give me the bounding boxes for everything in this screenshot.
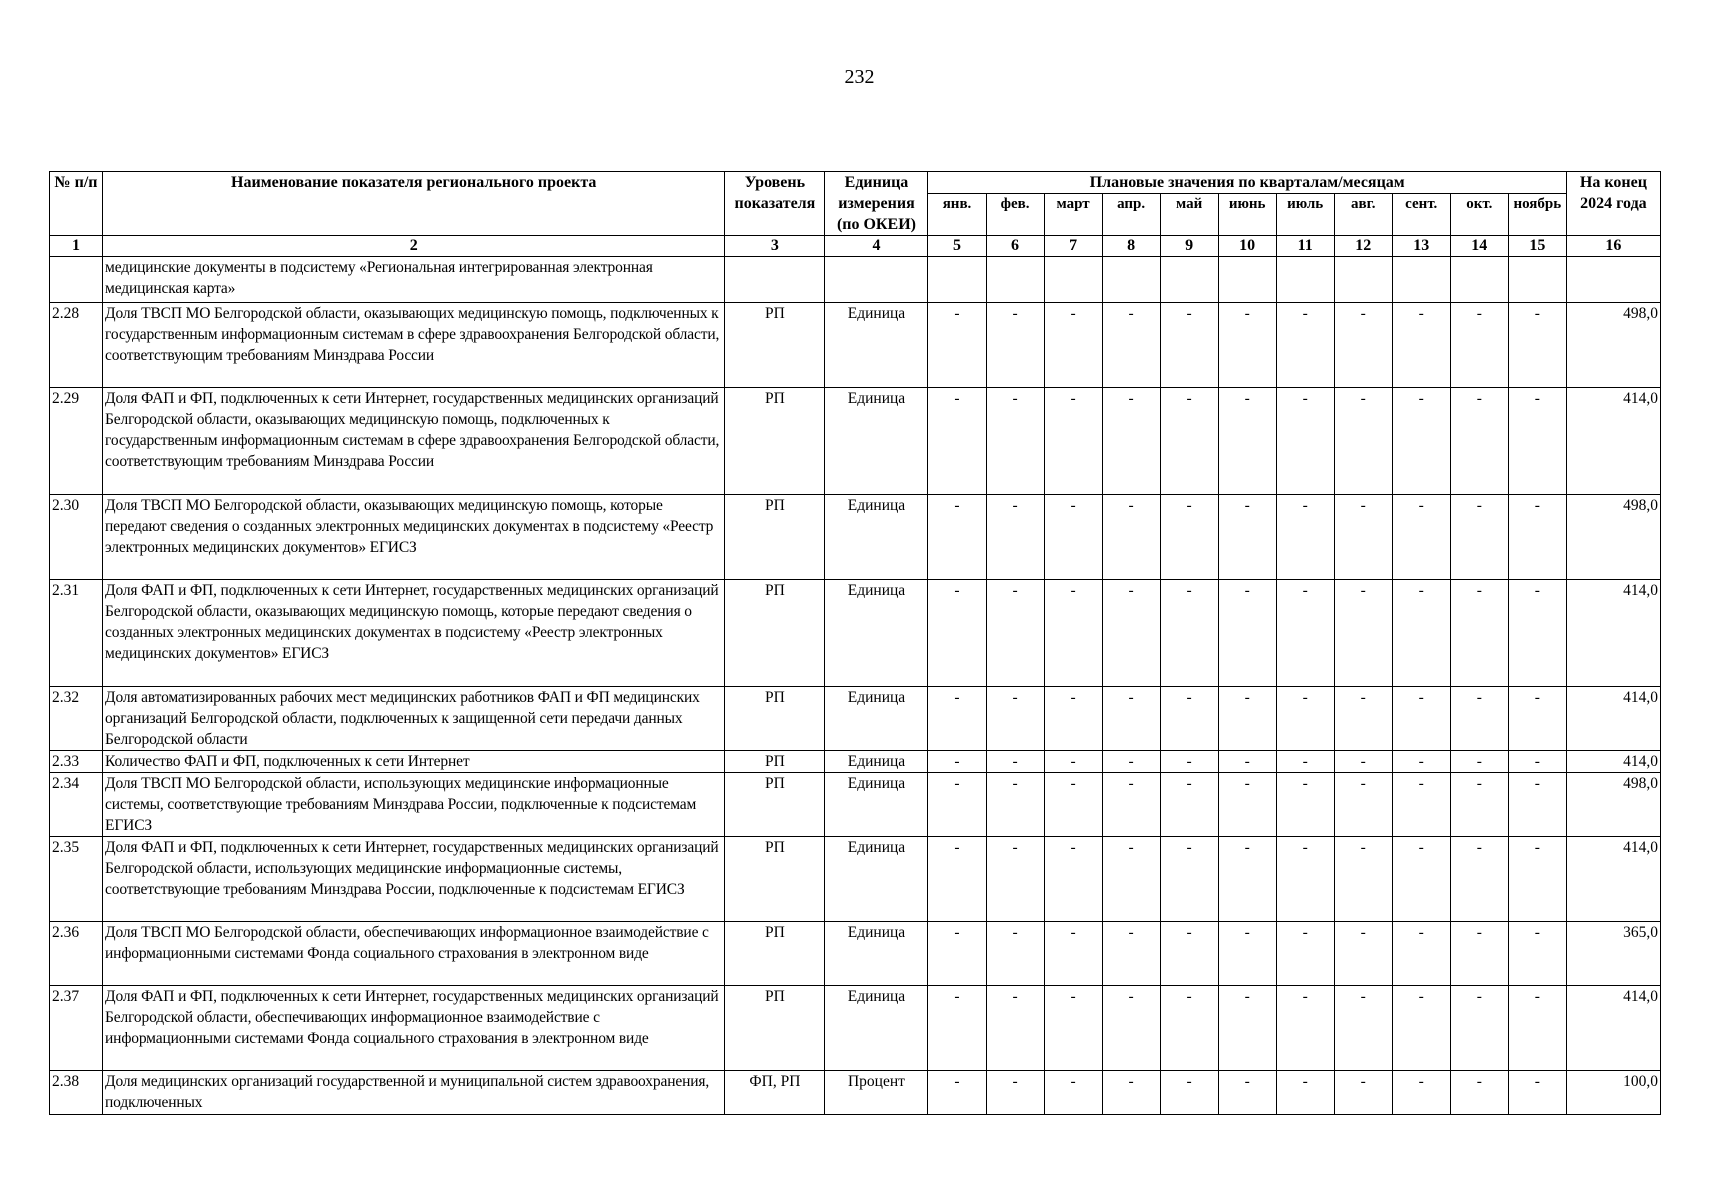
month-value: - bbox=[1508, 495, 1566, 580]
indicator-unit: Процент bbox=[825, 1071, 928, 1115]
month-value: - bbox=[1508, 303, 1566, 388]
month-value: - bbox=[928, 986, 986, 1071]
indicator-level: ФП, РП bbox=[725, 1071, 825, 1115]
month-value bbox=[1334, 257, 1392, 303]
indicator-unit: Единица bbox=[825, 388, 928, 495]
month-value: - bbox=[1276, 580, 1334, 687]
column-number: 5 bbox=[928, 236, 986, 257]
indicator-name: Доля ТВСП МО Белгородской области, оказывающих медицинскую помощь, подключенных к государственным информационным системам в сфере здравоохранения Белгородской области, соответствующим требованиям Минздрава России bbox=[103, 303, 725, 388]
month-value: - bbox=[1218, 303, 1276, 388]
month-value: - bbox=[1102, 773, 1160, 837]
month-value: - bbox=[1160, 837, 1218, 922]
header-month: март bbox=[1044, 194, 1102, 236]
month-value: - bbox=[1334, 687, 1392, 751]
column-number: 16 bbox=[1566, 236, 1660, 257]
month-value: - bbox=[1450, 303, 1508, 388]
month-value: - bbox=[1276, 837, 1334, 922]
table-row bbox=[50, 495, 1661, 580]
month-value: - bbox=[1044, 303, 1102, 388]
header-month: фев. bbox=[986, 194, 1044, 236]
month-value: - bbox=[986, 986, 1044, 1071]
month-value: - bbox=[1218, 687, 1276, 751]
month-value: - bbox=[1508, 986, 1566, 1071]
month-value: - bbox=[1160, 922, 1218, 986]
month-value: - bbox=[1102, 687, 1160, 751]
indicator-level: РП bbox=[725, 495, 825, 580]
month-value: - bbox=[1276, 1071, 1334, 1115]
month-value: - bbox=[986, 773, 1044, 837]
indicator-unit: Единица bbox=[825, 986, 928, 1071]
indicator-name: Доля ФАП и ФП, подключенных к сети Интернет, государственных медицинских организаций Белгородской области, оказывающих медицинскую помощь, которые передают сведения о созданных электронных медицинских документах в подсистему «Реестр электронных медицинских документов» ЕГИСЗ bbox=[103, 580, 725, 687]
table-row bbox=[50, 303, 1661, 388]
table-row bbox=[50, 773, 1661, 837]
column-number: 8 bbox=[1102, 236, 1160, 257]
month-value: - bbox=[986, 303, 1044, 388]
month-value bbox=[986, 257, 1044, 303]
month-value bbox=[1218, 257, 1276, 303]
indicator-unit: Единица bbox=[825, 922, 928, 986]
month-value: - bbox=[1450, 986, 1508, 1071]
indicator-unit: Единица bbox=[825, 495, 928, 580]
indicator-unit: Единица bbox=[825, 837, 928, 922]
month-value: - bbox=[1334, 773, 1392, 837]
month-value: - bbox=[1508, 922, 1566, 986]
month-value: - bbox=[1276, 687, 1334, 751]
month-value: - bbox=[1508, 580, 1566, 687]
indicator-level: РП bbox=[725, 751, 825, 773]
table-row bbox=[50, 751, 1661, 773]
month-value: - bbox=[1450, 837, 1508, 922]
column-number: 9 bbox=[1160, 236, 1218, 257]
end-of-year-value: 498,0 bbox=[1566, 303, 1660, 388]
month-value: - bbox=[1160, 388, 1218, 495]
indicator-name: Доля ФАП и ФП, подключенных к сети Интернет, государственных медицинских организаций Белгородской области, использующих медицинские информационные системы, соответствующие требованиям Минздрава России, подключенные к подсистемам ЕГИСЗ bbox=[103, 837, 725, 922]
month-value: - bbox=[1450, 687, 1508, 751]
month-value: - bbox=[1044, 773, 1102, 837]
month-value: - bbox=[1392, 837, 1450, 922]
month-value: - bbox=[1276, 495, 1334, 580]
month-value: - bbox=[1160, 986, 1218, 1071]
column-number: 14 bbox=[1450, 236, 1508, 257]
month-value: - bbox=[1218, 837, 1276, 922]
month-value: - bbox=[1160, 687, 1218, 751]
month-value: - bbox=[928, 922, 986, 986]
month-value: - bbox=[1508, 1071, 1566, 1115]
header-month: май bbox=[1160, 194, 1218, 236]
month-value: - bbox=[1392, 922, 1450, 986]
month-value: - bbox=[1276, 986, 1334, 1071]
month-value: - bbox=[986, 687, 1044, 751]
month-value: - bbox=[1160, 1071, 1218, 1115]
month-value: - bbox=[1218, 773, 1276, 837]
table-header bbox=[50, 172, 1661, 257]
indicator-level: РП bbox=[725, 773, 825, 837]
month-value: - bbox=[1218, 751, 1276, 773]
month-value: - bbox=[986, 1071, 1044, 1115]
header-month: сент. bbox=[1392, 194, 1450, 236]
end-of-year-value: 414,0 bbox=[1566, 687, 1660, 751]
table-row bbox=[50, 986, 1661, 1071]
month-value: - bbox=[1392, 495, 1450, 580]
month-value: - bbox=[986, 837, 1044, 922]
month-value: - bbox=[1102, 837, 1160, 922]
month-value: - bbox=[1044, 837, 1102, 922]
header-month: июнь bbox=[1218, 194, 1276, 236]
column-number: 12 bbox=[1334, 236, 1392, 257]
table-row bbox=[50, 388, 1661, 495]
month-value: - bbox=[1450, 580, 1508, 687]
month-value: - bbox=[1044, 687, 1102, 751]
row-number: 2.28 bbox=[50, 303, 103, 388]
month-value: - bbox=[986, 922, 1044, 986]
column-number: 10 bbox=[1218, 236, 1276, 257]
row-number: 2.31 bbox=[50, 580, 103, 687]
month-value: - bbox=[1334, 986, 1392, 1071]
row-number: 2.34 bbox=[50, 773, 103, 837]
column-number: 6 bbox=[986, 236, 1044, 257]
indicator-level: РП bbox=[725, 986, 825, 1071]
header-level: Уровень показателя bbox=[725, 172, 825, 236]
month-value: - bbox=[1102, 922, 1160, 986]
end-of-year-value: 414,0 bbox=[1566, 986, 1660, 1071]
month-value bbox=[1508, 257, 1566, 303]
month-value: - bbox=[1450, 495, 1508, 580]
table-row bbox=[50, 922, 1661, 986]
month-value: - bbox=[928, 580, 986, 687]
month-value bbox=[1044, 257, 1102, 303]
table-row bbox=[50, 837, 1661, 922]
column-number: 4 bbox=[825, 236, 928, 257]
month-value: - bbox=[1218, 986, 1276, 1071]
row-number: 2.36 bbox=[50, 922, 103, 986]
month-value: - bbox=[1102, 303, 1160, 388]
month-value: - bbox=[1334, 1071, 1392, 1115]
row-number: 2.32 bbox=[50, 687, 103, 751]
indicator-name: Количество ФАП и ФП, подключенных к сети Интернет bbox=[103, 751, 725, 773]
month-value: - bbox=[1508, 837, 1566, 922]
month-value: - bbox=[1044, 580, 1102, 687]
month-value: - bbox=[1044, 922, 1102, 986]
month-value: - bbox=[928, 773, 986, 837]
month-value: - bbox=[1508, 751, 1566, 773]
end-of-year-value: 414,0 bbox=[1566, 580, 1660, 687]
column-number: 15 bbox=[1508, 236, 1566, 257]
header-month: июль bbox=[1276, 194, 1334, 236]
row-number: 2.33 bbox=[50, 751, 103, 773]
month-value: - bbox=[1450, 751, 1508, 773]
header-unit: Единица измерения (по ОКЕИ) bbox=[825, 172, 928, 236]
indicator-name: Доля ФАП и ФП, подключенных к сети Интернет, государственных медицинских организаций Белгородской области, оказывающих медицинскую помощь, подключенных к государственным информационным системам в сфере здравоохранения Белгородской области, соответствующим требованиям Минздрава России bbox=[103, 388, 725, 495]
month-value: - bbox=[1276, 303, 1334, 388]
header-month: янв. bbox=[928, 194, 986, 236]
month-value bbox=[1392, 257, 1450, 303]
month-value: - bbox=[1102, 751, 1160, 773]
end-of-year-value: 100,0 bbox=[1566, 1071, 1660, 1115]
month-value: - bbox=[1334, 837, 1392, 922]
month-value: - bbox=[1276, 773, 1334, 837]
month-value: - bbox=[1218, 922, 1276, 986]
header-month: окт. bbox=[1450, 194, 1508, 236]
indicator-name: Доля медицинских организаций государственной и муниципальной систем здравоохранения, подключенных bbox=[103, 1071, 725, 1115]
end-of-year-value: 414,0 bbox=[1566, 837, 1660, 922]
indicator-unit: Единица bbox=[825, 580, 928, 687]
column-number-row bbox=[50, 236, 1661, 257]
indicator-name: Доля ТВСП МО Белгородской области, оказывающих медицинскую помощь, которые передают сведения о созданных электронных медицинских документах в подсистему «Реестр электронных медицинских документов» ЕГИСЗ bbox=[103, 495, 725, 580]
table-row bbox=[50, 257, 1661, 303]
month-value: - bbox=[1218, 1071, 1276, 1115]
month-value: - bbox=[1102, 580, 1160, 687]
indicator-level: РП bbox=[725, 303, 825, 388]
column-number: 1 bbox=[50, 236, 103, 257]
month-value: - bbox=[1276, 751, 1334, 773]
indicators-table bbox=[49, 171, 1661, 1115]
month-value: - bbox=[1508, 773, 1566, 837]
month-value: - bbox=[928, 751, 986, 773]
indicator-name: Доля ТВСП МО Белгородской области, использующих медицинские информационные системы, соответствующие требованиям Минздрава России, подключенные к подсистемам ЕГИСЗ bbox=[103, 773, 725, 837]
month-value: - bbox=[1392, 1071, 1450, 1115]
row-number bbox=[50, 257, 103, 303]
month-value: - bbox=[1334, 751, 1392, 773]
indicator-level: РП bbox=[725, 922, 825, 986]
indicator-level: РП bbox=[725, 388, 825, 495]
month-value bbox=[1450, 257, 1508, 303]
month-value: - bbox=[1044, 388, 1102, 495]
indicator-level: РП bbox=[725, 580, 825, 687]
month-value: - bbox=[1044, 495, 1102, 580]
row-number: 2.37 bbox=[50, 986, 103, 1071]
month-value: - bbox=[1450, 773, 1508, 837]
month-value: - bbox=[1392, 580, 1450, 687]
month-value: - bbox=[1450, 1071, 1508, 1115]
end-of-year-value: 414,0 bbox=[1566, 751, 1660, 773]
end-of-year-value bbox=[1566, 257, 1660, 303]
month-value: - bbox=[1102, 986, 1160, 1071]
header-month: ноябрь bbox=[1508, 194, 1566, 236]
month-value: - bbox=[1044, 986, 1102, 1071]
month-value: - bbox=[1392, 388, 1450, 495]
month-value: - bbox=[986, 751, 1044, 773]
month-value: - bbox=[1276, 388, 1334, 495]
indicator-unit: Единица bbox=[825, 751, 928, 773]
month-value: - bbox=[1160, 751, 1218, 773]
row-number: 2.35 bbox=[50, 837, 103, 922]
month-value: - bbox=[1392, 687, 1450, 751]
month-value: - bbox=[928, 303, 986, 388]
month-value: - bbox=[1160, 303, 1218, 388]
month-value: - bbox=[1102, 495, 1160, 580]
column-number: 2 bbox=[103, 236, 725, 257]
month-value: - bbox=[1508, 687, 1566, 751]
month-value: - bbox=[1218, 580, 1276, 687]
indicator-level: РП bbox=[725, 687, 825, 751]
month-value: - bbox=[1334, 580, 1392, 687]
end-of-year-value: 498,0 bbox=[1566, 495, 1660, 580]
month-value: - bbox=[1160, 495, 1218, 580]
column-number: 7 bbox=[1044, 236, 1102, 257]
month-value: - bbox=[1334, 388, 1392, 495]
month-value: - bbox=[928, 495, 986, 580]
month-value: - bbox=[986, 388, 1044, 495]
header-month: апр. bbox=[1102, 194, 1160, 236]
month-value: - bbox=[1450, 388, 1508, 495]
month-value: - bbox=[1102, 1071, 1160, 1115]
indicator-unit: Единица bbox=[825, 687, 928, 751]
month-value: - bbox=[1044, 751, 1102, 773]
indicator-name: медицинские документы в подсистему «Региональная интегрированная электронная медицинская карта» bbox=[103, 257, 725, 303]
month-value: - bbox=[1334, 922, 1392, 986]
header-end-of-year: На конец 2024 года bbox=[1566, 172, 1660, 236]
month-value: - bbox=[1392, 303, 1450, 388]
end-of-year-value: 414,0 bbox=[1566, 388, 1660, 495]
indicator-level bbox=[725, 257, 825, 303]
column-number: 3 bbox=[725, 236, 825, 257]
month-value bbox=[1160, 257, 1218, 303]
month-value: - bbox=[1160, 773, 1218, 837]
month-value: - bbox=[1508, 388, 1566, 495]
indicator-name: Доля ФАП и ФП, подключенных к сети Интернет, государственных медицинских организаций Белгородской области, обеспечивающих информационное взаимодействие с информационными системами Фонда социального страхования в электронном виде bbox=[103, 986, 725, 1071]
month-value: - bbox=[928, 1071, 986, 1115]
header-name: Наименование показателя регионального проекта bbox=[103, 172, 725, 236]
column-number: 13 bbox=[1392, 236, 1450, 257]
month-value: - bbox=[1160, 580, 1218, 687]
month-value bbox=[1276, 257, 1334, 303]
month-value: - bbox=[1334, 495, 1392, 580]
table-row bbox=[50, 580, 1661, 687]
table-row bbox=[50, 687, 1661, 751]
month-value: - bbox=[928, 687, 986, 751]
table-body bbox=[50, 257, 1661, 1115]
indicator-name: Доля автоматизированных рабочих мест медицинских работников ФАП и ФП медицинских организаций Белгородской области, подключенных к защищенной сети передачи данных Белгородской области bbox=[103, 687, 725, 751]
table-row bbox=[50, 1071, 1661, 1115]
end-of-year-value: 498,0 bbox=[1566, 773, 1660, 837]
month-value: - bbox=[928, 388, 986, 495]
column-number: 11 bbox=[1276, 236, 1334, 257]
indicator-name: Доля ТВСП МО Белгородской области, обеспечивающих информационное взаимодействие с информационными системами Фонда социального страхования в электронном виде bbox=[103, 922, 725, 986]
header-no: № п/п bbox=[50, 172, 103, 236]
row-number: 2.29 bbox=[50, 388, 103, 495]
month-value: - bbox=[1044, 1071, 1102, 1115]
month-value bbox=[928, 257, 986, 303]
month-value: - bbox=[986, 495, 1044, 580]
header-month: авг. bbox=[1334, 194, 1392, 236]
indicator-unit: Единица bbox=[825, 303, 928, 388]
row-number: 2.38 bbox=[50, 1071, 103, 1115]
indicator-unit: Единица bbox=[825, 773, 928, 837]
header-plan: Плановые значения по кварталам/месяцам bbox=[928, 172, 1566, 194]
month-value: - bbox=[1450, 922, 1508, 986]
month-value: - bbox=[986, 580, 1044, 687]
month-value: - bbox=[1392, 773, 1450, 837]
month-value: - bbox=[1218, 388, 1276, 495]
month-value: - bbox=[928, 837, 986, 922]
row-number: 2.30 bbox=[50, 495, 103, 580]
month-value: - bbox=[1334, 303, 1392, 388]
month-value bbox=[1102, 257, 1160, 303]
end-of-year-value: 365,0 bbox=[1566, 922, 1660, 986]
month-value: - bbox=[1102, 388, 1160, 495]
month-value: - bbox=[1276, 922, 1334, 986]
month-value: - bbox=[1392, 986, 1450, 1071]
page-number: 232 bbox=[844, 66, 875, 88]
month-value: - bbox=[1392, 751, 1450, 773]
indicator-level: РП bbox=[725, 837, 825, 922]
month-value: - bbox=[1218, 495, 1276, 580]
indicator-unit bbox=[825, 257, 928, 303]
